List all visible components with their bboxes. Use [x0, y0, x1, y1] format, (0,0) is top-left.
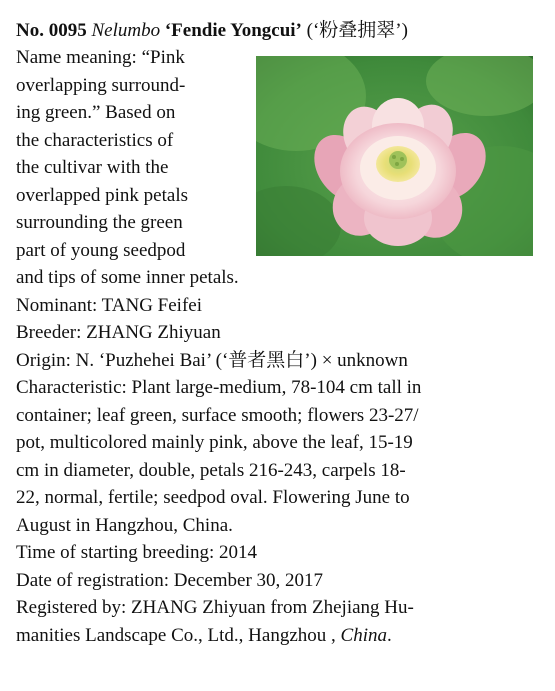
description-line: overlapped pink petals: [16, 184, 189, 206]
registered-by-text: manities Landscape Co., Ltd., Hangzhou ,: [16, 624, 341, 646]
nominant: Nominant: TANG Feifei: [16, 294, 202, 316]
breeder: Breeder: ZHANG Zhiyuan: [16, 322, 221, 343]
registered-by-line: Registered by: ZHANG Zhiyuan from Zhejiang Hu-: [16, 597, 414, 618]
description-line: Name meaning: “Pink: [16, 47, 185, 68]
description-line: surrounding the green: [16, 212, 183, 233]
entry-title: [16, 18, 546, 44]
description-line: overlapping surround-: [16, 74, 186, 96]
characteristic-line: pot, multicolored mainly pink, above the leaf, 15-19: [16, 432, 413, 453]
date-of-registration: Date of registration: December 30, 2017: [16, 569, 324, 591]
description-line: and tips of some inner petals.: [16, 267, 239, 288]
registration-entry: [16, 18, 546, 649]
cultivar-name: ‘Fendie Yongcui’: [164, 20, 302, 41]
characteristic-line: 22, normal, fertile; seedpod oval. Flowering June to: [16, 487, 410, 508]
characteristic-line: Characteristic: Plant large-medium, 78-104 cm tall in: [16, 377, 422, 398]
entry-number: No. 0095: [16, 20, 87, 41]
genus-name: Nelumbo: [91, 20, 161, 41]
registered-by-line: [16, 622, 546, 650]
characteristic-line: cm in diameter, double, petals 216-243, carpels 18-: [16, 459, 406, 481]
chinese-name: (‘粉叠拥翠’): [306, 20, 408, 41]
lotus-flower-photo: [256, 56, 533, 256]
description-line: part of young seedpod: [16, 239, 186, 261]
origin: Origin: N. ‘Puzhehei Bai’ (‘普者黑白’) × unknown: [16, 349, 408, 371]
characteristic-line: August in Hangzhou, China.: [16, 514, 233, 536]
description-line: the cultivar with the: [16, 157, 169, 178]
registered-by-country: China: [340, 624, 387, 646]
time-of-breeding: Time of starting breeding: 2014: [16, 542, 257, 563]
description-line: ing green.” Based on: [16, 102, 176, 123]
description-line: the characteristics of: [16, 129, 174, 151]
registered-by-end: .: [386, 624, 392, 646]
characteristic-line: container; leaf green, surface smooth; flowers 23-27/: [16, 404, 419, 426]
